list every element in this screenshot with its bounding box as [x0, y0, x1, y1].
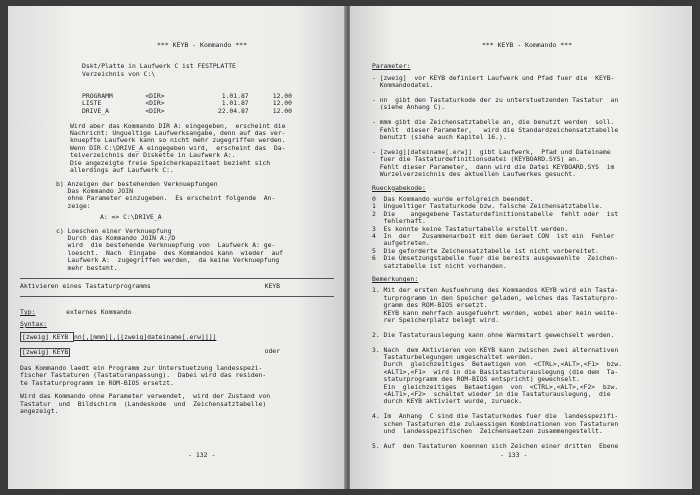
dir-type: <DIR>: [145, 99, 165, 108]
dir-line-2: Verzeichnis von C:\: [82, 69, 156, 78]
dir-rows: [82, 93, 334, 115]
syntax-label: Syntax:: [20, 319, 47, 328]
keyb-description: Das Kommando laedt ein Programm zur Unterstuetzung landesspezi- fischer Tastaturen (Tastaturanpassung). Dabei wird das residen- te Tastaturprogramm im ROM-BIOS ersetzt.: [20, 364, 267, 387]
typ-value: externes Kommando: [66, 308, 132, 317]
notes-list: 1. Mit der ersten Ausfuehrung des Kommandos KEYB wird ein Tasta- turprogramm in den Speicher geladen, welches das Tastaturpro- gramm des ROM-BIOS ersetzt. KEYB kann mehrfach ausgefuehrt werden, wobei aber kein weite- rer Speicherplatz belegt wird. 2. Die Tastaturauslegung kann ohne Warmstart gewechselt werden. 3. Nach dem Aktivieren von KEYB kann zwischen zwei alternativen Tastaturbelegungen umgeschaltet werden. Durch gleichzeitiges Betaetigen von <CTRL>,<ALT>,<F1> bzw. <ALT1>,<F1> wird in die Basistastaturauslegung (die dem Ta- staturprogramm des ROM-BIOS entspricht) gewechselt. Ein gleichzeitiges Betaetigen von <CTRL>,<ALT>,<F2> bzw. <ALT1>,<F2> schaltet wieder in die Tastaturauslegung, die durch KEYB aktiviert wurde, zurueck. 4. Im Anhang C sind die Tastaturkodes fuer die landesspezifi- schen Tastaturen die zulaessigen Kombinationen von Tastaturen und landesspezifischen Zeichensaetzen zusammengestellt. 5. Auf den Tastaturen koennen sich Zeichen einer dritten Ebene: [372, 286, 623, 450]
keyb-no-params: Wird das Kommando ohne Parameter verwendet, wird der Zustand von Tastatur und Bildschirm (Landeskode und Zeichensatztabelle) angezeigt.: [20, 392, 271, 416]
return-code-list: 0 Das Kommando wurde erfolgreich beendet. 1 Ungueltiger Tastaturkode bzw. falsche Zeichensatztabelle. 2 Die angegebene Tastaturdefinitionstabelle fehlt oder ist fehlerhaft. 3 Es konnte keine Tastaturtabelle erstellt werden. 4 In der Zusammenarbeit mit dem Geraet CON ist ein Fehler aufgetreten. 5 Die geforderte Zeichensatztabelle ist nicht vorbereitet. 6 Die Umsetzungstabelle fuer die bereits ausgewaehlte Zeichen- satztabelle ist nicht vorhanden.: [372, 194, 619, 270]
parameter-heading: Parameter:: [372, 62, 411, 71]
left-page-header: *** KEYB - Kommando ***: [156, 41, 247, 49]
dir-date: 1.01.87: [221, 99, 249, 108]
dir-time: 12.00: [272, 99, 292, 108]
join-item-b-code: A: => C:\DRIVE_A: [100, 213, 162, 222]
page-number-right: - 133 -: [500, 451, 528, 459]
dir-line-1: Dskt/Platte in Laufwerk C ist FESTPLATTE: [82, 62, 236, 71]
dir-type: <DIR>: [145, 106, 165, 115]
dir-name: LISTE: [82, 99, 102, 108]
section-rule: [20, 278, 334, 279]
dir-row: [82, 93, 292, 100]
dir-time: 12.00: [272, 106, 292, 115]
syntax-line-1: [zweig] KEYB nn[,[mmm][,[[zweig]dateiname[.erw]]]]: [22, 333, 217, 342]
join-paragraph: Wird aber das Kommando DIR A: eingegeben, erscheint die Nachricht: Ungueltige Laufwerksangabe, denn auf das ver- knuepfte Laufwerk kann so nicht mehr zugegriffen werden. Wenn DIR C:\DRIVE_A eingegeben wird, erscheint das Da- teiverzeichnis der Diskette in Laufwerk A:. Die angezeigte freie Speicherkapazitaet bezieht sich allerdings auf Laufwerk C:.: [70, 121, 286, 175]
dir-listing: [82, 63, 334, 115]
right-page: [350, 6, 692, 489]
join-item-c: c) Loeschen einer Verknuepfung Durch das Kommando JOIN A:/D wird die bestehende Verknuepfung von Laufwerk A: ge- loescht. Nach Eingabe des Kommandos kann wieder auf Laufwerk A: zugegriffen werden, da keine Verknuepfung mehr besteht.: [56, 226, 284, 272]
typ-line: [20, 309, 334, 316]
left-page: [8, 6, 346, 489]
section-title: Aktivieren eines Tastaturprogramms: [20, 281, 151, 290]
dir-type: <DIR>: [145, 92, 165, 101]
typ-label: Typ:: [20, 308, 36, 317]
dir-name: DRIVE_A: [82, 106, 109, 115]
return-code-heading: Rueckgabekode:: [372, 183, 426, 192]
dir-row: [82, 100, 292, 107]
dir-name: PROGRAMM: [82, 92, 113, 101]
dir-date: 1.01.87: [221, 92, 249, 101]
page-number-left: - 132 -: [188, 451, 216, 459]
notes-heading: Bemerkungen:: [372, 274, 419, 283]
parameter-list: - [zweig] vor KEYB definiert Laufwerk und Pfad fuer die KEYB- Kommandodatei. - nn gibt den Tastaturkode der zu unterstuetzenden Tastatur an (siehe Anhang C). - mmm gibt die Zeichensatztabelle an, die benutzt werden soll. Fehlt dieser Parameter, wird die Standardzeichensatztabelle benutzt (siehe auch Kapitel 16.). - [zweig][dateiname[.erw]] gibt Laufwerk, Pfad und Dateiname fuer die Tastaturdefinitionsdatei (KEYBOARD.SYS) an. Fehlt dieser Parameter, dann wird die Datei KEYBOARD.SYS im Wurzelverzeichnis des aktuellen Laufwerkes gesucht.: [372, 73, 619, 179]
syntax-line-2: [zweig] KEYB oder: [22, 346, 280, 356]
dir-row: [82, 108, 292, 115]
section-rule-bottom: [20, 296, 334, 297]
section-command: KEYB: [264, 281, 280, 290]
dir-date: 22.04.87: [217, 106, 249, 115]
section-heading: [20, 283, 280, 290]
right-page-header: *** KEYB - Kommando ***: [481, 41, 572, 49]
dir-time: 12.00: [272, 92, 292, 101]
join-item-b: b) Anzeigen der bestehenden Verknuepfungen Das Kommando JOIN ohne Parameter einzugeben. Es erscheint folgende An- zeige:: [56, 179, 276, 210]
